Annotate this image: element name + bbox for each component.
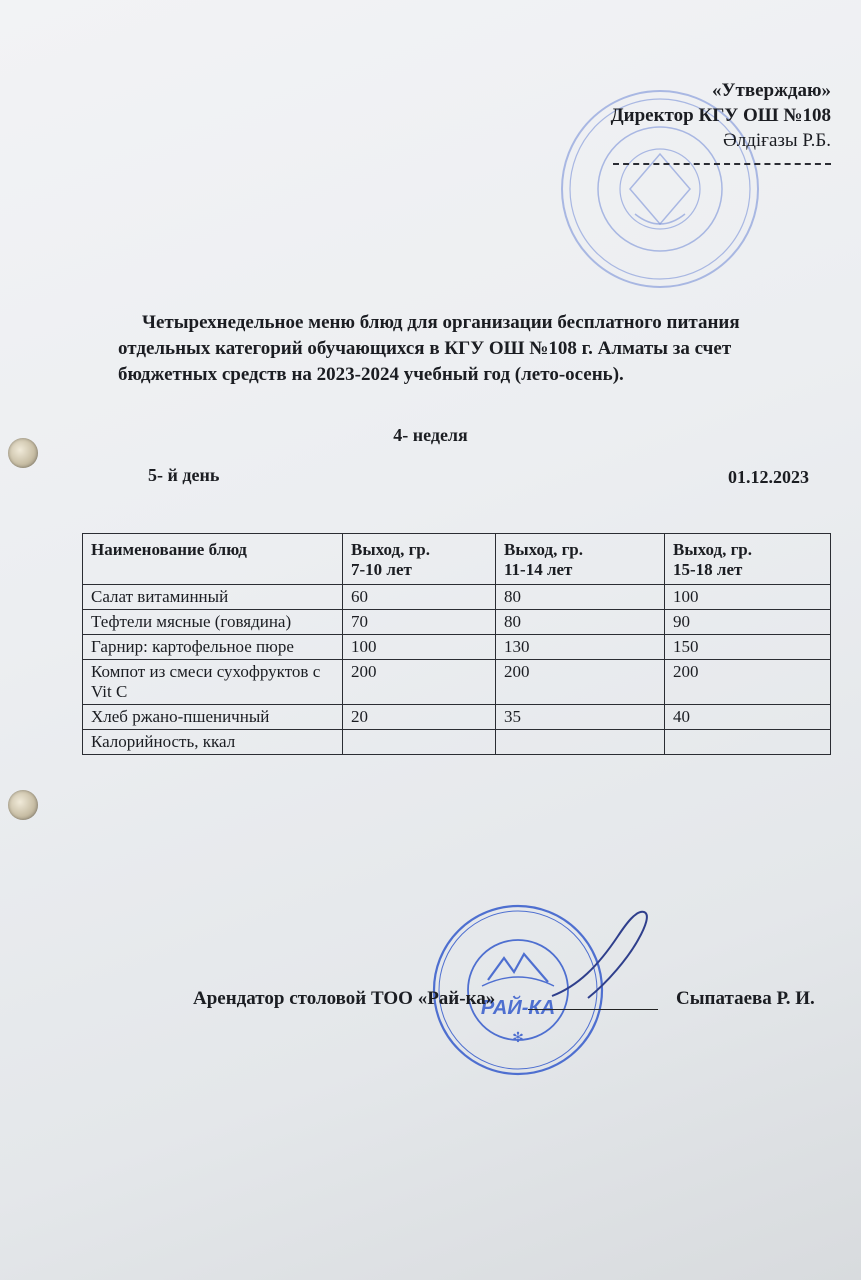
portion-11-14: 200 bbox=[496, 660, 665, 705]
portion-11-14: 130 bbox=[496, 635, 665, 660]
portion-15-18: 40 bbox=[665, 705, 831, 730]
portion-15-18: 150 bbox=[665, 635, 831, 660]
dish-name: Тефтели мясные (говядина) bbox=[83, 610, 343, 635]
dish-name: Салат витаминный bbox=[83, 585, 343, 610]
day-label: 5- й день bbox=[148, 465, 220, 485]
approval-heading: «Утверждаю» bbox=[712, 80, 831, 101]
portion-7-10: 20 bbox=[343, 705, 496, 730]
header-portion-15-18: Выход, гр. 15-18 лет bbox=[665, 534, 831, 585]
menu-table bbox=[82, 533, 831, 755]
punch-hole-bottom bbox=[8, 790, 38, 820]
signature-line bbox=[613, 155, 831, 165]
dish-name: Калорийность, ккал bbox=[83, 730, 343, 755]
table-row bbox=[83, 635, 831, 660]
menu-date: 01.12.2023 bbox=[728, 467, 809, 487]
table-row bbox=[83, 730, 831, 755]
table-row bbox=[83, 705, 831, 730]
portion-15-18: 200 bbox=[665, 660, 831, 705]
portion-7-10: 60 bbox=[343, 585, 496, 610]
portion-7-10 bbox=[343, 730, 496, 755]
tenant-label: Арендатор столовой ТОО «Рай-ка» bbox=[193, 988, 496, 1009]
header-portion-11-14: Выход, гр. 11-14 лет bbox=[496, 534, 665, 585]
header-dish-name: Наименование блюд bbox=[83, 534, 343, 585]
dish-name: Хлеб ржано-пшеничный bbox=[83, 705, 343, 730]
signature-scribble bbox=[548, 906, 658, 1006]
approval-name: Әлдіғазы Р.Б. bbox=[723, 130, 831, 151]
approval-position: Директор КГУ ОШ №108 bbox=[610, 105, 831, 126]
svg-text:✻: ✻ bbox=[512, 1030, 524, 1046]
table-row bbox=[83, 610, 831, 635]
header-portion-7-10: Выход, гр. 7-10 лет bbox=[343, 534, 496, 585]
portion-15-18: 90 bbox=[665, 610, 831, 635]
signer-name: Сыпатаева Р. И. bbox=[676, 988, 815, 1009]
portion-15-18 bbox=[665, 730, 831, 755]
footer-signature-line bbox=[528, 1009, 658, 1010]
portion-11-14: 35 bbox=[496, 705, 665, 730]
document-title: Четырехнедельное меню блюд для организации бесплатного питания отдельных категорий обучающихся в КГУ ОШ №108 г. Алматы за счет бюджетных средств на 2023-2024 учебный год (лето-осень). bbox=[118, 312, 740, 385]
portion-7-10: 70 bbox=[343, 610, 496, 635]
portion-15-18: 100 bbox=[665, 585, 831, 610]
table-row bbox=[83, 660, 831, 705]
table-row bbox=[83, 585, 831, 610]
week-label: 4- неделя bbox=[393, 425, 468, 445]
portion-11-14: 80 bbox=[496, 610, 665, 635]
table-header-row bbox=[83, 534, 831, 585]
portion-7-10: 200 bbox=[343, 660, 496, 705]
dish-name: Компот из смеси сухофруктов с Vit C bbox=[83, 660, 343, 705]
approval-block bbox=[611, 78, 831, 165]
portion-11-14: 80 bbox=[496, 585, 665, 610]
portion-7-10: 100 bbox=[343, 635, 496, 660]
stamp-brand-text: РАЙ-КА bbox=[480, 997, 556, 1019]
dish-name: Гарнир: картофельное пюре bbox=[83, 635, 343, 660]
portion-11-14 bbox=[496, 730, 665, 755]
